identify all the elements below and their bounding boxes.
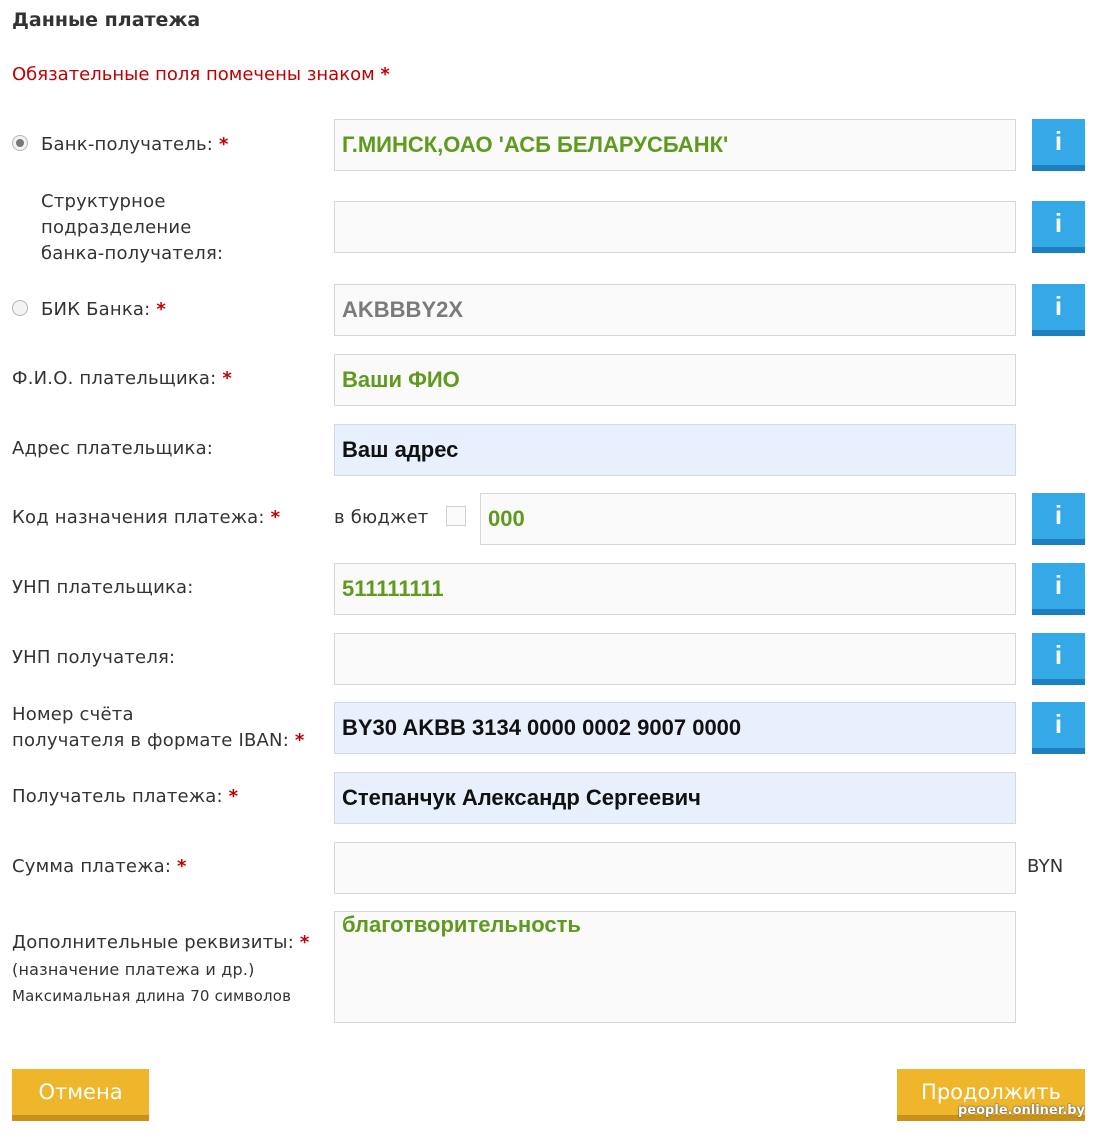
payer-unp-input[interactable]: 511111111 <box>334 563 1016 615</box>
details-label <box>12 930 310 956</box>
payer-name-label-text: Ф.И.О. плательщика: <box>12 368 217 389</box>
amount-label <box>12 854 187 880</box>
branch-info-button[interactable]: i <box>1032 201 1085 253</box>
iban-info-button[interactable]: i <box>1032 702 1085 754</box>
required-mark: * <box>380 64 390 85</box>
currency-label: BYN <box>1027 856 1064 877</box>
required-note-text: Обязательные поля помечены знаком <box>12 64 375 85</box>
recipient-unp-input[interactable] <box>334 633 1016 685</box>
watermark: people.onliner.by <box>958 1103 1086 1118</box>
bic-input[interactable]: AKBBBY2X <box>334 284 1016 336</box>
iban-label-line-2 <box>12 728 305 754</box>
details-required-mark: * <box>299 932 310 953</box>
details-hint: (назначение платежа и др.) <box>12 960 255 979</box>
branch-input[interactable] <box>334 201 1016 253</box>
details-label-text: Дополнительные реквизиты: <box>12 932 294 953</box>
bank-required-mark: * <box>218 134 229 155</box>
amount-input[interactable] <box>334 842 1016 894</box>
budget-checkbox[interactable] <box>446 506 466 526</box>
iban-label <box>12 702 305 754</box>
cancel-button[interactable]: Отмена <box>12 1069 149 1121</box>
payer-unp-info-button[interactable]: i <box>1032 563 1085 615</box>
bank-label <box>41 132 229 158</box>
iban-label-line-2-text: получателя в формате IBAN: <box>12 730 289 751</box>
page-title: Данные платежа <box>12 9 201 31</box>
payer-unp-label: УНП плательщика: <box>12 577 194 598</box>
bank-info-button[interactable]: i <box>1032 119 1085 171</box>
branch-label-line-1: Структурное <box>41 191 166 212</box>
purpose-code-label-text: Код назначения платежа: <box>12 507 265 528</box>
continue-button[interactable]: Продолжить <box>897 1069 1085 1121</box>
payer-name-label <box>12 366 232 392</box>
branch-label-line-2: подразделение <box>41 217 192 238</box>
bic-label-text: БИК Банка: <box>41 299 151 320</box>
recipient-input[interactable]: Степанчук Александр Сергеевич <box>334 772 1016 824</box>
iban-required-mark: * <box>294 730 305 751</box>
recipient-label-text: Получатель платежа: <box>12 786 223 807</box>
purpose-code-required-mark: * <box>270 507 281 528</box>
purpose-code-input[interactable]: 000 <box>480 493 1016 545</box>
bic-label <box>41 297 166 323</box>
payer-address-label: Адрес плательщика: <box>12 438 214 459</box>
bank-input[interactable]: Г.МИНСК,ОАО 'АСБ БЕЛАРУСБАНК' <box>334 119 1016 171</box>
payer-name-required-mark: * <box>222 368 232 389</box>
recipient-unp-label: УНП получателя: <box>12 647 176 668</box>
payer-address-input[interactable]: Ваш адрес <box>334 424 1016 476</box>
recipient-required-mark: * <box>228 786 239 807</box>
details-max-length-note: Максимальная длина 70 символов <box>12 987 292 1005</box>
bic-required-mark: * <box>156 299 166 320</box>
amount-required-mark: * <box>177 856 187 877</box>
recipient-unp-info-button[interactable]: i <box>1032 633 1085 685</box>
branch-label-line-3: банка-получателя: <box>41 243 224 264</box>
required-note <box>12 64 390 85</box>
details-textarea[interactable]: благотворительность <box>334 911 1016 1023</box>
iban-label-line-1: Номер счёта <box>12 704 134 725</box>
iban-input[interactable]: BY30 AKBB 3134 0000 0002 9007 0000 <box>334 702 1016 754</box>
recipient-label <box>12 784 238 810</box>
bic-info-button[interactable]: i <box>1032 284 1085 336</box>
purpose-code-label <box>12 505 280 531</box>
bank-radio[interactable] <box>12 135 28 151</box>
amount-label-text: Сумма платежа: <box>12 856 172 877</box>
budget-label: в бюджет <box>334 507 429 528</box>
bic-radio[interactable] <box>12 300 28 316</box>
purpose-code-info-button[interactable]: i <box>1032 493 1085 545</box>
branch-label <box>41 189 223 267</box>
payer-name-input[interactable]: Ваши ФИО <box>334 354 1016 406</box>
bank-label-text: Банк-получатель: <box>41 134 214 155</box>
